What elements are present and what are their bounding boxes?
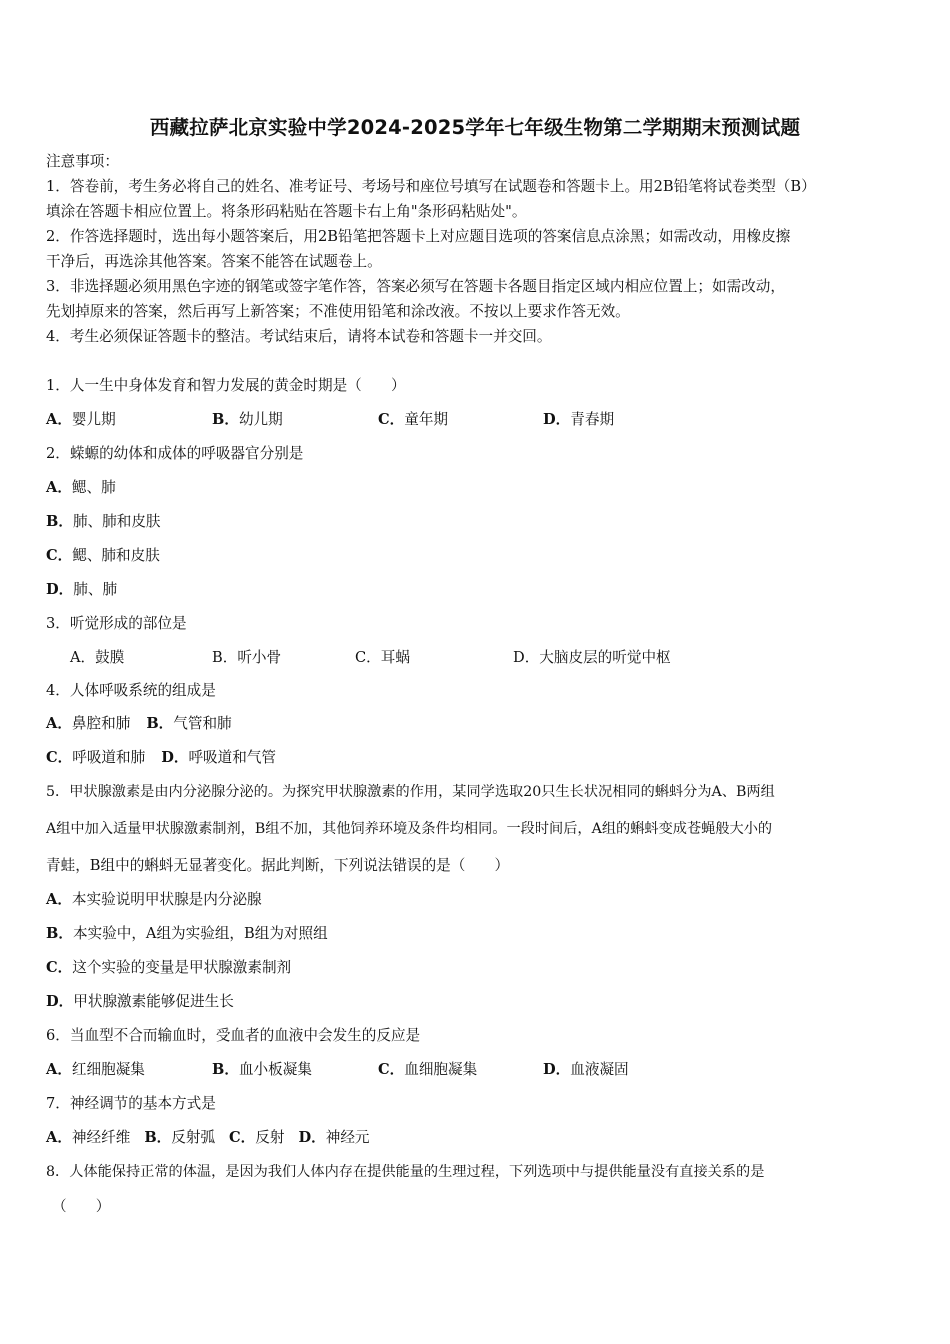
question-1-option-c: C．童年期: [378, 411, 449, 428]
question-8-stem-line-1: 8．人体能保持正常的体温，是因为我们人体内存在提供能量的生理过程，下列选项中与提供能量没有直接关系的是: [46, 1164, 765, 1180]
question-3-option-a: A．鼓膜: [70, 649, 125, 666]
notice-heading: 注意事项：: [46, 153, 119, 170]
question-6-option-d: D．血液凝固: [543, 1061, 629, 1078]
question-1-stem: 1．人一生中身体发育和智力发展的黄金时期是（ ）: [46, 377, 406, 394]
question-7-options: A．神经纤维 B．反射弧 C．反射 D．神经元: [46, 1129, 370, 1146]
question-1-option-a: A．婴儿期: [46, 411, 116, 428]
question-6-option-b: B．血小板凝集: [212, 1061, 312, 1078]
notice-line-2: 填涂在答题卡相应位置上。将条形码粘贴在答题卡右上角"条形码粘贴处"。: [46, 203, 527, 220]
notice-line-6: 先划掉原来的答案，然后再写上新答案；不准使用铅笔和涂改液。不按以上要求作答无效。: [46, 303, 630, 320]
question-5-stem-line-3: 青蛙，B组中的蝌蚪无显著变化。据此判断，下列说法错误的是（ ）: [46, 857, 510, 874]
notice-line-7: 4．考生必须保证答题卡的整洁。考试结束后，请将本试卷和答题卡一并交回。: [46, 328, 552, 345]
question-2-option-b: B．肺、肺和皮肤: [46, 513, 161, 530]
question-2-option-d: D．肺、肺: [46, 581, 118, 598]
notice-line-3: 2．作答选择题时，选出每小题答案后，用2B铅笔把答题卡上对应题目选项的答案信息点涂黑；如需改动，用橡皮擦: [46, 228, 791, 245]
question-6-option-c: C．血细胞凝集: [378, 1061, 478, 1078]
question-4-options-cd: C．呼吸道和肺 D．呼吸道和气管: [46, 749, 277, 766]
question-5-stem-line-2: A组中加入适量甲状腺激素制剂，B组不加，其他饲养环境及条件均相同。一段时间后，A组的蝌蚪变成苍蝇般大小的: [46, 821, 773, 837]
question-7-stem: 7．神经调节的基本方式是: [46, 1095, 216, 1112]
question-2-option-a: A．鳃、肺: [46, 479, 116, 496]
question-4-stem: 4．人体呼吸系统的组成是: [46, 682, 216, 699]
question-1-option-b: B．幼儿期: [212, 411, 283, 428]
question-5-option-c: C．这个实验的变量是甲状腺激素制剂: [46, 959, 292, 976]
question-3-option-c: C．耳蜗: [355, 649, 410, 666]
notice-line-5: 3．非选择题必须用黑色字迹的钢笔或签字笔作答，答案必须写在答题卡各题目指定区域内相应位置上；如需改动，: [46, 278, 785, 295]
question-5-option-d: D．甲状腺激素能够促进生长: [46, 993, 234, 1010]
question-4-options-ab: A．鼻腔和肺 B．气管和肺: [46, 715, 232, 732]
question-8-stem-line-2: （ ）: [52, 1198, 111, 1215]
page-title: 西藏拉萨北京实验中学2024-2025学年七年级生物第二学期期末预测试题: [149, 116, 801, 139]
notice-line-4: 干净后，再选涂其他答案。答案不能答在试题卷上。: [46, 253, 382, 270]
question-5-option-b: B．本实验中，A组为实验组，B组为对照组: [46, 925, 328, 942]
question-5-option-a: A．本实验说明甲状腺是内分泌腺: [46, 891, 262, 908]
question-6-stem: 6．当血型不合而输血时，受血者的血液中会发生的反应是: [46, 1027, 421, 1044]
question-2-option-c: C．鳃、肺和皮肤: [46, 547, 160, 564]
question-2-stem: 2．蝾螈的幼体和成体的呼吸器官分别是: [46, 445, 304, 462]
question-5-stem-line-1: 5．甲状腺激素是由内分泌腺分泌的。为探究甲状腺激素的作用，某同学选取20只生长状况相同的蝌蚪分为A、B两组: [46, 784, 775, 800]
notice-line-1: 1．答卷前，考生务必将自己的姓名、准考证号、考场号和座位号填写在试题卷和答题卡上。用2B铅笔将试卷类型（B）: [46, 178, 816, 195]
question-6-option-a: A．红细胞凝集: [46, 1061, 145, 1078]
question-1-option-d: D．青春期: [543, 411, 615, 428]
question-3-option-d: D．大脑皮层的听觉中枢: [513, 649, 671, 666]
question-3-option-b: B．听小骨: [212, 649, 282, 666]
question-3-stem: 3．听觉形成的部位是: [46, 615, 187, 632]
